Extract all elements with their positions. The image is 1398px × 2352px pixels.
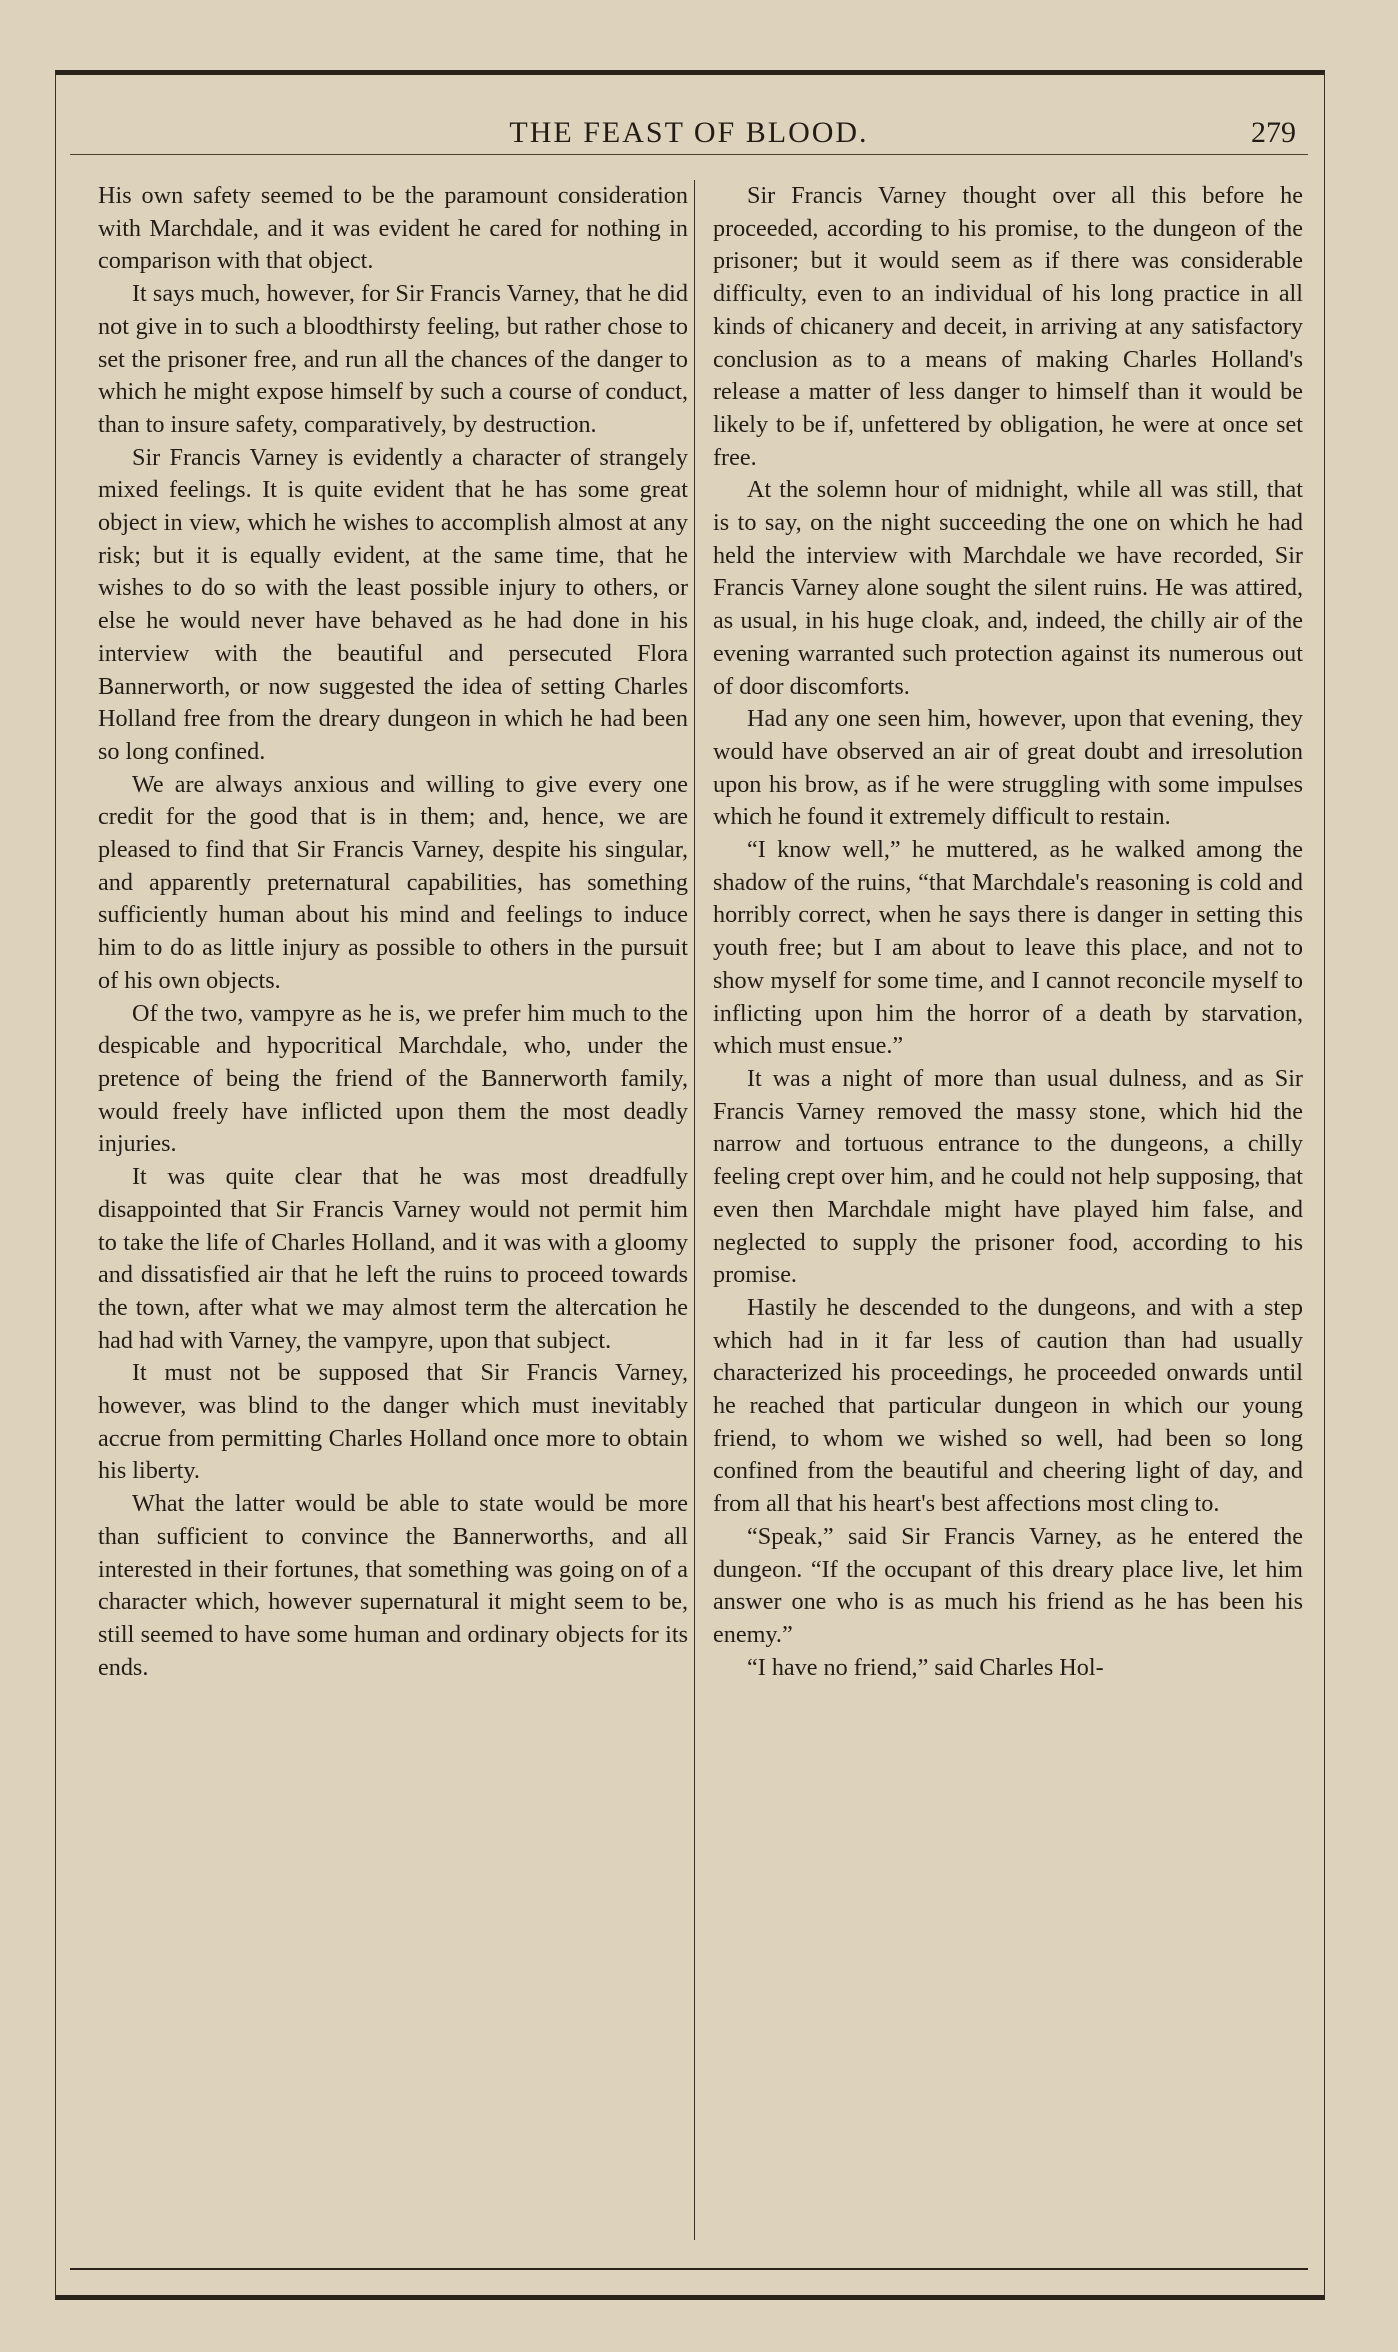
- paragraph: Sir Francis Varney is evidently a character of strangely mixed feelings. It is quite evident that he has some great object in view, which he wishes to accomplish almost at any risk; but it is equally evident, at the same time, that he wishes to do so with the least possible injury to others, or else he would never have behaved as he had done in his interview with the beautiful and persecuted Flora Bannerworth, or now suggested the idea of setting Charles Holland free from the dreary dungeon in which he had been so long confined.: [98, 443, 688, 765]
- bottom-rule: [70, 2268, 1308, 2270]
- paragraph: Hastily he descended to the dungeons, and with a step which had in it far less of caution than had usually characterized his proceedings, he proceeded onwards until he reached that particular dungeon in which our young friend, to whom we wished so well, had been so long confined from the beautiful and cheering light of day, and from all that his heart's best affections most cling to.: [713, 1293, 1303, 1518]
- page-header: [70, 108, 1308, 155]
- left-column: [98, 180, 688, 2245]
- page-number: 279: [1251, 116, 1296, 149]
- right-column: [713, 180, 1303, 2245]
- paragraph: What the latter would be able to state would be more than sufficient to convince the Bannerworths, and all interested in their fortunes, that something was going on of a character which, however supernatural it might seem to be, still seemed to have some human and ordinary objects for its ends.: [98, 1490, 688, 1681]
- paragraph: “I know well,” he muttered, as he walked among the shadow of the ruins, “that Marchdale's reasoning is cold and horribly correct, when he says there is danger in setting this youth free; but I am about to leave this place, and not to show myself for some time, and I cannot reconcile myself to inflicting upon him the horror of a death by starvation, which must ensue.”: [713, 836, 1303, 1060]
- running-title: THE FEAST OF BLOOD.: [509, 116, 869, 149]
- paragraph: Of the two, vampyre as he is, we prefer him much to the despicable and hypocritical Marchdale, who, under the pretence of being the friend of the Bannerworth family, would freely have inflicted upon them the most deadly injuries.: [98, 999, 688, 1158]
- paragraph: His own safety seemed to be the paramount consideration with Marchdale, and it was evident he cared for nothing in comparison with that object.: [98, 182, 688, 275]
- paragraph: Had any one seen him, however, upon that evening, they would have observed an air of great doubt and irresolution upon his brow, as if he were struggling with some impulses which he found it extremely difficult to restain.: [713, 705, 1303, 831]
- paragraph: At the solemn hour of midnight, while all was still, that is to say, on the night succeeding the one on which he had held the interview with Marchdale we have recorded, Sir Francis Varney alone sought the silent ruins. He was attired, as usual, in his huge cloak, and, indeed, the chilly air of the evening warranted such protection against its numerous out of door discomforts.: [713, 476, 1303, 700]
- paragraph: “Speak,” said Sir Francis Varney, as he entered the dungeon. “If the occupant of this dreary place live, let him answer one who is as much his friend as he has been his enemy.”: [713, 1522, 1303, 1648]
- column-divider: [694, 180, 695, 2240]
- paragraph: Sir Francis Varney thought over all this before he proceeded, according to his promise, to the dungeon of the prisoner; but it would seem as if there was considerable difficulty, even to an individual of his long practice in all kinds of chicanery and deceit, in arriving at any satisfactory conclusion as to a means of making Charles Holland's release a matter of less danger to himself than it would be likely to be if, unfettered by obligation, he were at once set free.: [713, 182, 1303, 471]
- paragraph: It was a night of more than usual dulness, and as Sir Francis Varney removed the massy stone, which hid the narrow and tortuous entrance to the dungeons, a chilly feeling crept over him, and he could not help supposing, that even then Marchdale might have played him false, and neglected to supply the prisoner food, according to his promise.: [713, 1064, 1303, 1289]
- paragraph: It says much, however, for Sir Francis Varney, that he did not give in to such a bloodthirsty feeling, but rather chose to set the prisoner free, and run all the chances of the danger to which he might expose himself by such a course of conduct, than to insure safety, comparatively, by destruction.: [98, 280, 688, 438]
- paragraph: “I have no friend,” said Charles Hol-: [747, 1653, 1104, 1681]
- paragraph: We are always anxious and willing to give every one credit for the good that is in them; and, hence, we are pleased to find that Sir Francis Varney, despite his singular, and apparently preternatural capabilities, has something sufficiently human about his mind and feelings to induce him to do as little injury as possible to others in the pursuit of his own objects.: [98, 770, 688, 994]
- paragraph: It must not be supposed that Sir Francis Varney, however, was blind to the danger which must inevitably accrue from permitting Charles Holland once more to obtain his liberty.: [98, 1359, 688, 1485]
- paragraph: It was quite clear that he was most dreadfully disappointed that Sir Francis Varney would not permit him to take the life of Charles Holland, and it was with a gloomy and dissatisfied air that he left the ruins to proceed towards the town, after what we may almost term the altercation he had had with Varney, the vampyre, upon that subject.: [98, 1163, 688, 1354]
